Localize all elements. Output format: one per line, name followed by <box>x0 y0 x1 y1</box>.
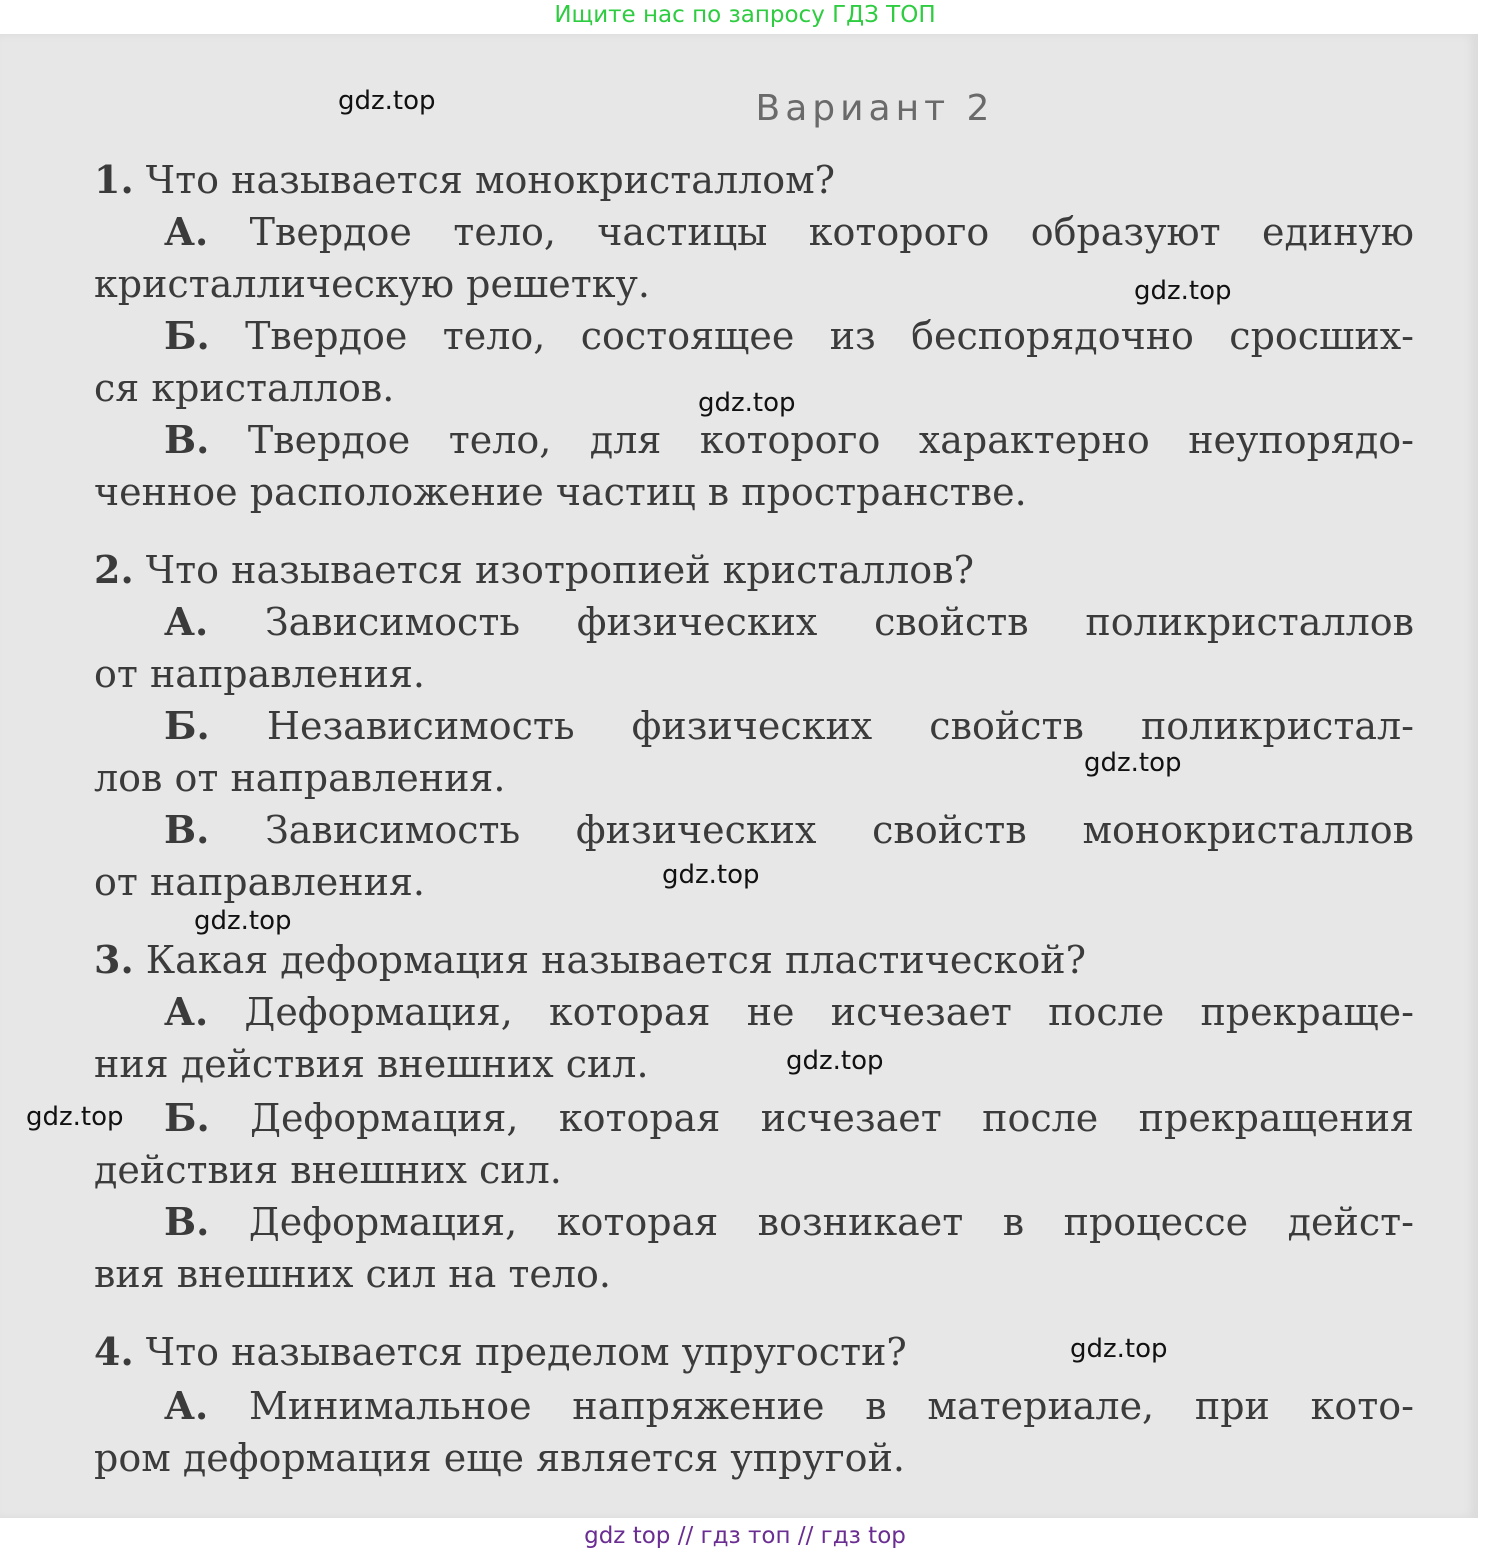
watermark: gdz.top <box>1070 1334 1168 1364</box>
option-text: Твердое тело, для которого характерно неупорядо- <box>247 418 1414 462</box>
question-number: 1. <box>94 157 134 202</box>
option-letter: В. <box>164 807 210 852</box>
option-letter: В. <box>164 417 210 462</box>
option-letter: А. <box>164 1383 209 1428</box>
q3-option-a-cont: ния действия внешних сил. <box>94 1042 649 1086</box>
question-text: Какая деформация называется пластической? <box>145 938 1086 982</box>
watermark: gdz.top <box>194 906 292 936</box>
watermark: gdz.top <box>786 1046 884 1076</box>
question-text: Что называется монокристаллом? <box>145 158 836 202</box>
q1-option-c <box>164 416 1414 464</box>
q1-option-a <box>164 208 1414 256</box>
option-letter: А. <box>164 599 209 644</box>
q3-option-c <box>164 1198 1414 1246</box>
option-letter: В. <box>164 1199 210 1244</box>
option-text: Зависимость физических свойств поликристаллов <box>264 600 1414 644</box>
bottom-banner: gdz top // гдз топ // гдз top <box>0 1518 1490 1555</box>
q1-option-b <box>164 312 1414 360</box>
q2-option-c <box>164 806 1414 854</box>
watermark: gdz.top <box>338 86 436 116</box>
question-1 <box>94 156 1414 204</box>
question-number: 2. <box>94 547 134 592</box>
q2-option-b-cont: лов от направления. <box>94 756 506 800</box>
question-text: Что называется изотропией кристаллов? <box>145 548 974 592</box>
question-text: Что называется пределом упругости? <box>145 1330 907 1374</box>
q1-option-b-cont: ся кристаллов. <box>94 366 395 410</box>
q4-option-a <box>164 1382 1414 1430</box>
option-letter: А. <box>164 989 209 1034</box>
q2-option-a-cont: от направления. <box>94 652 425 696</box>
watermark: gdz.top <box>698 388 796 418</box>
q4-option-a-cont: ром деформация еще является упругой. <box>94 1436 905 1480</box>
option-letter: Б. <box>164 313 210 358</box>
question-3 <box>94 936 1414 984</box>
option-text: Зависимость физических свойств монокристаллов <box>265 808 1414 852</box>
watermark: gdz.top <box>1134 276 1232 306</box>
option-text: Твердое тело, частицы которого образуют единую <box>249 210 1414 254</box>
watermark: gdz.top <box>26 1102 124 1132</box>
q2-option-c-cont: от направления. <box>94 860 425 904</box>
q3-option-b-cont: действия внешних сил. <box>94 1148 562 1192</box>
top-banner: Ищите нас по запросу ГДЗ ТОП <box>554 2 936 28</box>
q2-option-b <box>164 702 1414 750</box>
q2-option-a <box>164 598 1414 646</box>
q3-option-c-cont: вия внешних сил на тело. <box>94 1252 611 1296</box>
option-letter: Б. <box>164 1095 210 1140</box>
question-2 <box>94 546 1414 594</box>
question-4 <box>94 1328 1414 1376</box>
option-text: Деформация, которая не исчезает после прекраще- <box>244 990 1414 1034</box>
watermark: gdz.top <box>662 860 760 890</box>
option-text: Минимальное напряжение в материале, при кото- <box>248 1384 1414 1428</box>
option-letter: Б. <box>164 703 210 748</box>
question-number: 3. <box>94 937 134 982</box>
option-letter: А. <box>164 209 209 254</box>
option-text: Независимость физических свойств поликристал- <box>266 704 1414 748</box>
question-number: 4. <box>94 1329 134 1374</box>
q1-option-a-cont: кристаллическую решетку. <box>94 262 650 306</box>
q1-option-c-cont: ченное расположение частиц в пространстве. <box>94 470 1027 514</box>
watermark: gdz.top <box>1084 748 1182 778</box>
option-text: Деформация, которая исчезает после прекращения <box>250 1096 1414 1140</box>
option-text: Деформация, которая возникает в процессе дейст- <box>248 1200 1414 1244</box>
q3-option-a <box>164 988 1414 1036</box>
variant-title: Вариант 2 <box>755 88 995 129</box>
option-text: Твердое тело, состоящее из беспорядочно сросших- <box>245 314 1414 358</box>
q3-option-b <box>164 1094 1414 1142</box>
